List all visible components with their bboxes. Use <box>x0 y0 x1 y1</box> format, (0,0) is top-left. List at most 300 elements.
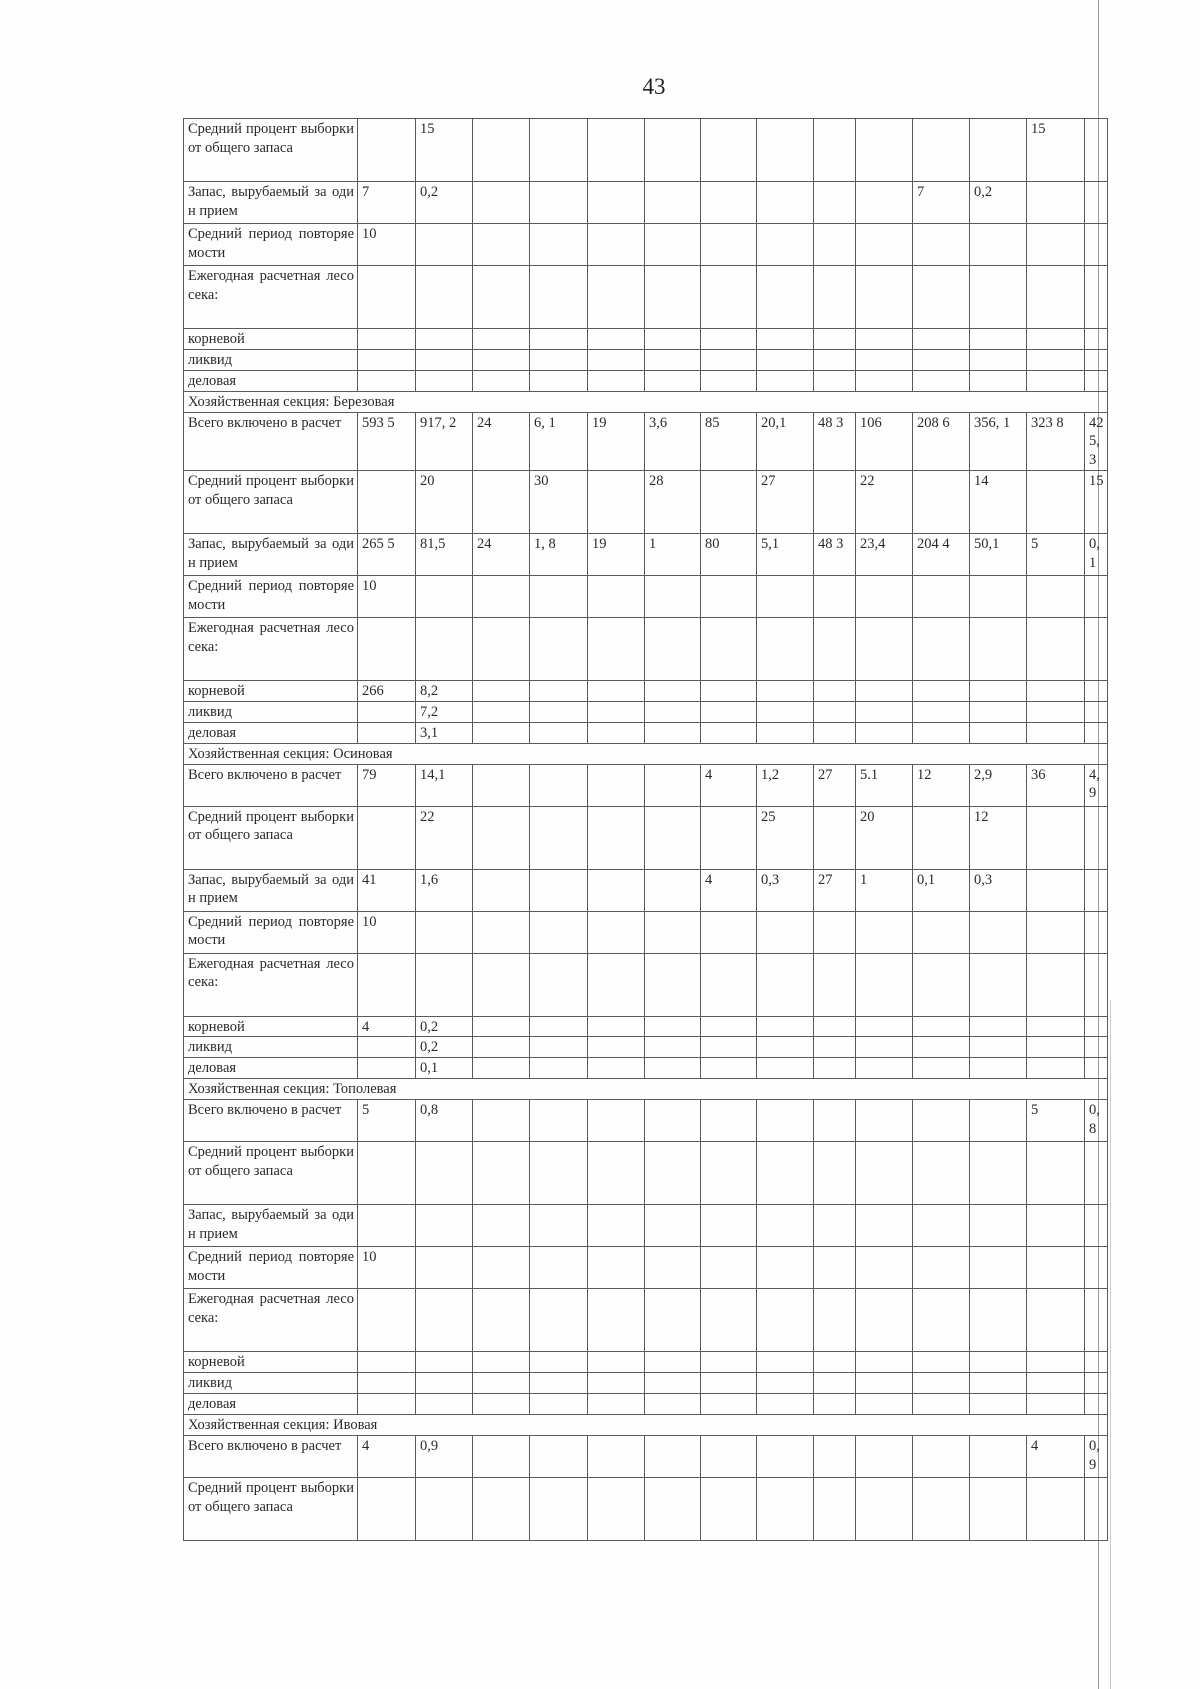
table-cell <box>970 1435 1027 1477</box>
table-cell <box>530 1100 588 1142</box>
table-cell <box>814 618 856 681</box>
table-cell <box>856 722 913 743</box>
table-cell <box>757 329 814 350</box>
table-cell <box>1027 576 1085 618</box>
table-cell: 7 <box>358 182 416 224</box>
table-cell <box>416 370 473 391</box>
table-cell <box>970 1100 1027 1142</box>
table-cell <box>970 681 1027 702</box>
table-cell <box>645 764 701 806</box>
table-cell: 0,3 <box>757 869 814 911</box>
table-cell <box>1027 722 1085 743</box>
table-cell <box>416 1477 473 1540</box>
table-cell: 15 <box>1085 471 1108 534</box>
table-cell <box>645 1058 701 1079</box>
table-cell <box>1027 681 1085 702</box>
table-cell <box>757 1477 814 1540</box>
table-cell: 0,2 <box>416 182 473 224</box>
table-cell <box>588 1352 645 1373</box>
row-label: ликвид <box>184 1372 358 1393</box>
table-cell <box>913 618 970 681</box>
table-cell <box>757 1016 814 1037</box>
table-cell: 22 <box>856 471 913 534</box>
table-cell <box>701 1372 757 1393</box>
table-cell <box>358 1142 416 1205</box>
table-cell <box>1027 1037 1085 1058</box>
table-cell <box>588 266 645 329</box>
table-cell <box>1085 182 1108 224</box>
table-cell <box>970 1058 1027 1079</box>
table-cell <box>701 1016 757 1037</box>
table-cell <box>530 1477 588 1540</box>
table-cell <box>416 576 473 618</box>
table-cell <box>856 576 913 618</box>
table-cell <box>358 471 416 534</box>
table-cell <box>416 224 473 266</box>
table-row <box>184 722 1108 743</box>
table-cell <box>757 224 814 266</box>
table-cell <box>701 1289 757 1352</box>
table-cell <box>757 182 814 224</box>
table-cell <box>473 1058 530 1079</box>
table-cell <box>358 1037 416 1058</box>
table-cell <box>1085 370 1108 391</box>
table-cell <box>588 370 645 391</box>
table-cell <box>1085 722 1108 743</box>
table-cell: 0,1 <box>1085 534 1108 576</box>
table-cell <box>416 329 473 350</box>
row-label: Средний период повторяемости <box>184 576 358 618</box>
table-cell <box>701 1477 757 1540</box>
table-row <box>184 1393 1108 1414</box>
table-cell <box>814 953 856 1016</box>
table-cell <box>358 806 416 869</box>
table-cell <box>1027 911 1085 953</box>
table-row <box>184 681 1108 702</box>
table-cell <box>814 1100 856 1142</box>
table-cell <box>588 224 645 266</box>
table-cell <box>588 1100 645 1142</box>
table-cell: 1,2 <box>757 764 814 806</box>
table-cell <box>645 1205 701 1247</box>
table-cell <box>473 911 530 953</box>
table-cell <box>913 1435 970 1477</box>
table-cell <box>856 701 913 722</box>
table-cell <box>856 1037 913 1058</box>
table-cell <box>757 953 814 1016</box>
table-cell <box>1085 1037 1108 1058</box>
table-cell <box>913 1477 970 1540</box>
table-cell: 10 <box>358 911 416 953</box>
table-cell: 1,6 <box>416 869 473 911</box>
table-cell <box>1027 266 1085 329</box>
table-cell <box>473 764 530 806</box>
table-cell <box>970 618 1027 681</box>
table-cell <box>530 329 588 350</box>
table-cell <box>856 349 913 370</box>
table-cell <box>913 471 970 534</box>
table-cell <box>856 266 913 329</box>
table-cell: 4 <box>701 764 757 806</box>
table-cell <box>473 806 530 869</box>
table-cell: 85 <box>701 412 757 471</box>
table-cell <box>416 1352 473 1373</box>
table-cell <box>1085 266 1108 329</box>
table-cell <box>1027 869 1085 911</box>
table-cell <box>588 1393 645 1414</box>
table-cell <box>814 1058 856 1079</box>
table-cell <box>530 182 588 224</box>
table-cell <box>970 701 1027 722</box>
table-row <box>184 953 1108 1016</box>
table-cell <box>814 1393 856 1414</box>
table-cell <box>1027 1352 1085 1373</box>
table-cell <box>416 349 473 370</box>
table-cell <box>856 1477 913 1540</box>
table-cell <box>358 1372 416 1393</box>
table-cell <box>416 618 473 681</box>
table-cell <box>473 349 530 370</box>
table-cell <box>856 911 913 953</box>
table-cell <box>473 1142 530 1205</box>
table-cell: 0,2 <box>970 182 1027 224</box>
table-cell <box>358 953 416 1016</box>
table-row <box>184 1477 1108 1540</box>
table-cell <box>530 806 588 869</box>
table-cell: 0,8 <box>1085 1100 1108 1142</box>
table-cell <box>970 1289 1027 1352</box>
table-cell <box>588 764 645 806</box>
table-cell <box>856 1058 913 1079</box>
table-cell <box>645 701 701 722</box>
table-row <box>184 329 1108 350</box>
table-cell <box>1085 329 1108 350</box>
table-cell: 208 6 <box>913 412 970 471</box>
table-cell <box>588 471 645 534</box>
table-cell <box>473 182 530 224</box>
table-cell <box>358 722 416 743</box>
table-cell <box>856 1100 913 1142</box>
row-label: корневой <box>184 681 358 702</box>
table-cell <box>757 1435 814 1477</box>
table-cell <box>530 349 588 370</box>
table-cell <box>1085 953 1108 1016</box>
table-cell: 425, 3 <box>1085 412 1108 471</box>
table-cell <box>814 119 856 182</box>
page-number <box>0 74 1200 100</box>
table-cell <box>970 1372 1027 1393</box>
table-cell <box>588 119 645 182</box>
table-cell <box>856 1289 913 1352</box>
table-cell <box>473 370 530 391</box>
table-cell <box>473 1352 530 1373</box>
table-cell <box>970 1393 1027 1414</box>
table-cell: 48 3 <box>814 412 856 471</box>
table-cell: 7 <box>913 182 970 224</box>
table-cell <box>970 1247 1027 1289</box>
forest-calculation-table <box>183 118 1108 1541</box>
table-cell <box>970 1037 1027 1058</box>
table-cell <box>1027 806 1085 869</box>
table-cell <box>358 370 416 391</box>
table-cell: 27 <box>757 471 814 534</box>
table-cell <box>473 869 530 911</box>
table-cell: 3,6 <box>645 412 701 471</box>
row-label: Средний период повторяемости <box>184 911 358 953</box>
table-cell <box>645 182 701 224</box>
table-cell <box>913 1205 970 1247</box>
table-cell <box>701 1142 757 1205</box>
table-cell <box>530 576 588 618</box>
row-label: Средний процент выборки от общего запаса <box>184 119 358 182</box>
table-cell <box>645 224 701 266</box>
table-cell <box>588 722 645 743</box>
table-row <box>184 119 1108 182</box>
table-cell <box>416 953 473 1016</box>
table-cell <box>1085 1477 1108 1540</box>
table-cell <box>530 869 588 911</box>
table-cell: 15 <box>1027 119 1085 182</box>
table-cell: 204 4 <box>913 534 970 576</box>
table-cell: 19 <box>588 534 645 576</box>
table-cell <box>701 1205 757 1247</box>
table-cell <box>1027 224 1085 266</box>
row-label: корневой <box>184 1016 358 1037</box>
table-cell <box>530 370 588 391</box>
table-cell <box>1085 1352 1108 1373</box>
table-cell: 12 <box>913 764 970 806</box>
table-cell <box>913 1372 970 1393</box>
table-cell <box>588 1289 645 1352</box>
table-cell <box>970 1142 1027 1205</box>
table-cell <box>530 1142 588 1205</box>
table-cell <box>757 618 814 681</box>
table-cell <box>757 1289 814 1352</box>
table-cell <box>970 722 1027 743</box>
table-cell <box>1027 1142 1085 1205</box>
table-cell <box>530 1037 588 1058</box>
row-label: Запас, вырубаемый за один прием <box>184 182 358 224</box>
table-cell: 265 5 <box>358 534 416 576</box>
table-cell <box>970 266 1027 329</box>
table-cell <box>701 618 757 681</box>
table-cell <box>588 349 645 370</box>
table-cell <box>970 119 1027 182</box>
table-cell <box>1085 869 1108 911</box>
table-row <box>184 869 1108 911</box>
table-cell: 4 <box>358 1016 416 1037</box>
table-cell <box>913 349 970 370</box>
table-cell <box>856 1372 913 1393</box>
table-cell: 79 <box>358 764 416 806</box>
table-cell <box>757 370 814 391</box>
table-cell <box>1027 471 1085 534</box>
table-cell <box>473 471 530 534</box>
table-cell <box>530 119 588 182</box>
table-row <box>184 701 1108 722</box>
section-title: Хозяйственная секция: Осиновая <box>184 743 1108 764</box>
table-cell: 4 <box>358 1435 416 1477</box>
table-row <box>184 1142 1108 1205</box>
table-cell <box>530 224 588 266</box>
table-cell <box>1027 370 1085 391</box>
table-cell <box>913 1247 970 1289</box>
table-cell: 27 <box>814 869 856 911</box>
row-label: ликвид <box>184 349 358 370</box>
table-cell <box>645 370 701 391</box>
table-row <box>184 576 1108 618</box>
table-cell <box>473 681 530 702</box>
table-cell <box>913 1058 970 1079</box>
row-label: Ежегодная расчетная лесосека: <box>184 618 358 681</box>
table-cell <box>473 1372 530 1393</box>
table-cell: 5 <box>358 1100 416 1142</box>
table-row <box>184 1247 1108 1289</box>
table-cell: 10 <box>358 224 416 266</box>
table-cell <box>588 1205 645 1247</box>
table-cell <box>645 681 701 702</box>
row-label: Запас, вырубаемый за один прием <box>184 1205 358 1247</box>
table-cell <box>814 722 856 743</box>
row-label: Средний период повторяемости <box>184 224 358 266</box>
table-cell <box>701 370 757 391</box>
table-cell <box>913 722 970 743</box>
row-label: Средний процент выборки от общего запаса <box>184 806 358 869</box>
table-cell <box>856 1352 913 1373</box>
table-cell <box>588 1435 645 1477</box>
table-cell <box>416 1372 473 1393</box>
table-cell <box>757 681 814 702</box>
table-row <box>184 1037 1108 1058</box>
row-label: ликвид <box>184 701 358 722</box>
table-cell <box>970 576 1027 618</box>
table-cell <box>645 576 701 618</box>
table-cell <box>530 1289 588 1352</box>
table-cell <box>701 911 757 953</box>
table-cell <box>645 1477 701 1540</box>
table-cell <box>970 224 1027 266</box>
table-cell <box>814 701 856 722</box>
table-row <box>184 764 1108 806</box>
table-cell <box>913 266 970 329</box>
section-header-row <box>184 1414 1108 1435</box>
table-cell: 917, 2 <box>416 412 473 471</box>
table-cell <box>645 349 701 370</box>
table-cell <box>473 1435 530 1477</box>
table-cell <box>814 224 856 266</box>
table-cell: 1 <box>645 534 701 576</box>
table-cell <box>913 1100 970 1142</box>
table-cell <box>970 1016 1027 1037</box>
table-cell <box>856 953 913 1016</box>
table-cell <box>1027 701 1085 722</box>
section-title: Хозяйственная секция: Ивовая <box>184 1414 1108 1435</box>
row-label: деловая <box>184 1393 358 1414</box>
row-label: ликвид <box>184 1037 358 1058</box>
table-cell <box>814 471 856 534</box>
table-cell <box>358 1352 416 1373</box>
table-cell: 23,4 <box>856 534 913 576</box>
table-cell <box>1027 1289 1085 1352</box>
table-cell <box>814 1037 856 1058</box>
table-cell <box>701 329 757 350</box>
table-cell: 8,2 <box>416 681 473 702</box>
table-cell <box>970 953 1027 1016</box>
row-label: деловая <box>184 722 358 743</box>
table-cell: 10 <box>358 1247 416 1289</box>
table-cell: 5.1 <box>856 764 913 806</box>
table-cell <box>913 1393 970 1414</box>
table-cell <box>588 953 645 1016</box>
table-cell <box>530 1393 588 1414</box>
table-cell: 4,9 <box>1085 764 1108 806</box>
table-cell: 14 <box>970 471 1027 534</box>
table-cell <box>913 806 970 869</box>
row-label: Всего включено в расчет <box>184 412 358 471</box>
table-cell <box>645 329 701 350</box>
table-cell: 0,1 <box>913 869 970 911</box>
table-cell <box>856 329 913 350</box>
table-cell <box>645 1393 701 1414</box>
table-cell <box>473 953 530 1016</box>
row-label: корневой <box>184 329 358 350</box>
table-cell: 20 <box>856 806 913 869</box>
table-cell: 24 <box>473 412 530 471</box>
table-cell <box>814 1247 856 1289</box>
table-cell <box>1085 1289 1108 1352</box>
table-cell <box>588 1058 645 1079</box>
table-cell: 41 <box>358 869 416 911</box>
table-cell <box>473 1100 530 1142</box>
row-label: Всего включено в расчет <box>184 764 358 806</box>
table-cell <box>856 681 913 702</box>
table-cell: 22 <box>416 806 473 869</box>
table-cell <box>588 329 645 350</box>
table-cell <box>588 806 645 869</box>
table-row <box>184 1352 1108 1373</box>
table-cell <box>416 1393 473 1414</box>
table-cell <box>913 1142 970 1205</box>
table-cell <box>530 618 588 681</box>
table-cell <box>970 911 1027 953</box>
table-row <box>184 1372 1108 1393</box>
table-cell <box>473 701 530 722</box>
page-number-text: 43 <box>642 74 666 99</box>
table-cell <box>358 701 416 722</box>
scan-edge-line-secondary <box>1110 1000 1111 1689</box>
table-row <box>184 182 1108 224</box>
table-cell <box>814 576 856 618</box>
table-cell <box>913 1352 970 1373</box>
row-label: Запас, вырубаемый за один прием <box>184 534 358 576</box>
table-cell <box>701 681 757 702</box>
table-cell <box>588 182 645 224</box>
table-cell: 5 <box>1027 1100 1085 1142</box>
table-cell <box>1027 1247 1085 1289</box>
table-cell <box>757 1393 814 1414</box>
table-cell <box>970 1205 1027 1247</box>
table-cell <box>588 701 645 722</box>
table-cell <box>856 1205 913 1247</box>
table-cell <box>701 953 757 1016</box>
table-cell <box>701 1435 757 1477</box>
table-cell <box>1085 576 1108 618</box>
table-cell <box>530 1247 588 1289</box>
table-cell <box>530 764 588 806</box>
table-cell <box>856 1393 913 1414</box>
table-cell <box>814 806 856 869</box>
table-cell <box>588 681 645 702</box>
